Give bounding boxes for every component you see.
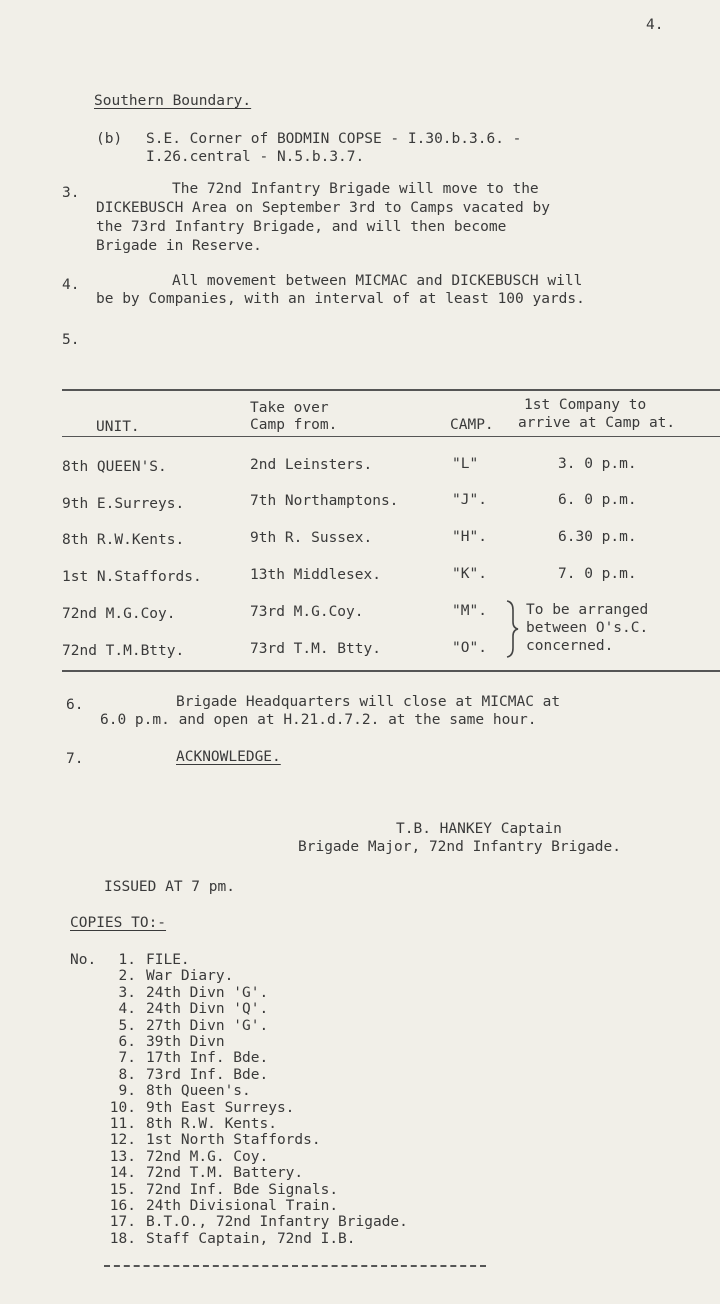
copy-recipient: War Diary.: [146, 968, 234, 985]
para-6-line: Brigade Headquarters will close at MICMAC at: [176, 694, 561, 710]
para-3-line: the 73rd Infantry Brigade, and will then become: [96, 219, 507, 235]
arrangement-note: between O's.C.: [526, 620, 649, 636]
copy-number: 1.: [118, 952, 136, 968]
copy-recipient: 17th Inf. Bde.: [146, 1050, 269, 1067]
para-4-number: 4.: [62, 277, 80, 293]
southern-boundary-heading: Southern Boundary.: [94, 93, 252, 109]
table-cell-from: 73rd M.G.Coy.: [250, 604, 364, 620]
page-number: 4.: [646, 17, 664, 33]
para-7-number: 7.: [66, 751, 84, 767]
copy-number: 8.: [118, 1066, 136, 1083]
table-cell-unit: 8th R.W.Kents.: [62, 532, 185, 548]
para-4-line: be by Companies, with an interval of at least 100 yards.: [96, 291, 585, 307]
signature-name: T.B. HANKEY Captain: [396, 821, 562, 837]
copy-number: 7.: [118, 1050, 136, 1067]
para-3-number: 3.: [62, 185, 80, 201]
copy-number: 17.: [109, 1214, 136, 1231]
arrangement-note: concerned.: [526, 638, 614, 654]
header-unit: UNIT.: [96, 419, 140, 435]
table-cell-unit: 8th QUEEN'S.: [62, 459, 167, 475]
table-cell-from: 13th Middlesex.: [250, 567, 381, 583]
copy-recipient: 27th Divn 'G'.: [146, 1017, 269, 1034]
closing-dashed-rule: [104, 1265, 486, 1267]
header-camp: CAMP.: [450, 417, 494, 433]
table-top-rule: [62, 389, 720, 391]
copy-recipient: 8th R.W. Kents.: [146, 1116, 277, 1132]
copy-number: 14.: [109, 1165, 136, 1182]
table-cell-camp: "H".: [452, 529, 487, 545]
copy-recipient: 72nd Inf. Bde Signals.: [146, 1181, 339, 1198]
table-header-rule: [62, 436, 720, 437]
table-cell-camp: "J".: [452, 492, 487, 508]
table-cell-from: 2nd Leinsters.: [250, 457, 373, 473]
table-cell-time: 6.30 p.m.: [558, 529, 637, 545]
table-cell-unit: 9th E.Surreys.: [62, 496, 185, 512]
copy-recipient: 24th Divisional Train.: [146, 1198, 339, 1214]
table-cell-camp: "M".: [452, 603, 487, 619]
copy-number: 3.: [118, 984, 136, 1001]
header-first-company: 1st Company to: [524, 397, 647, 413]
copy-number: 12.: [109, 1132, 136, 1149]
para-6-number: 6.: [66, 697, 84, 713]
copies-prefix: No.: [70, 952, 97, 968]
copies-heading: COPIES TO:-: [70, 915, 167, 931]
copy-number: 16.: [109, 1198, 136, 1214]
copy-recipient: 1st North Staffords.: [146, 1132, 321, 1149]
header-camp-from: Camp from.: [250, 417, 338, 433]
table-cell-from: 73rd T.M. Btty.: [250, 641, 381, 657]
copy-recipient: 73rd Inf. Bde.: [146, 1066, 269, 1083]
copy-number: 11.: [109, 1116, 136, 1132]
copy-number: 13.: [109, 1148, 136, 1165]
copy-recipient: Staff Captain, 72nd I.B.: [146, 1230, 356, 1247]
item-b-label: (b): [96, 131, 123, 147]
boundary-line-2: I.26.central - N.5.b.3.7.: [146, 149, 365, 165]
copy-recipient: 24th Divn 'G'.: [146, 984, 269, 1001]
copy-recipient: B.T.O., 72nd Infantry Brigade.: [146, 1214, 408, 1231]
header-take-over: Take over: [250, 400, 329, 416]
copy-recipient: 72nd M.G. Coy.: [146, 1148, 269, 1165]
table-cell-unit: 1st N.Staffords.: [62, 569, 202, 585]
table-cell-time: 7. 0 p.m.: [558, 566, 637, 582]
brace-mark: [505, 600, 519, 658]
copy-recipient: 24th Divn 'Q'.: [146, 1001, 269, 1018]
para-5-number: 5.: [62, 332, 80, 348]
copy-recipient: FILE.: [146, 952, 190, 968]
table-cell-camp: "L": [452, 456, 479, 472]
copy-number: 18.: [109, 1230, 136, 1247]
copy-recipient: 9th East Surreys.: [146, 1099, 295, 1116]
acknowledge-text: ACKNOWLEDGE.: [176, 749, 281, 765]
copy-number: 6.: [118, 1034, 136, 1050]
table-cell-unit: 72nd M.G.Coy.: [62, 606, 176, 622]
boundary-line-1: S.E. Corner of BODMIN COPSE - I.30.b.3.6. -: [146, 131, 522, 147]
table-cell-camp: "K".: [452, 566, 487, 582]
signature-title: Brigade Major, 72nd Infantry Brigade.: [298, 839, 622, 855]
copy-recipient: 8th Queen's.: [146, 1083, 251, 1100]
issued-at: ISSUED AT 7 pm.: [104, 879, 235, 895]
table-cell-time: 6. 0 p.m.: [558, 492, 637, 508]
copy-recipient: 72nd T.M. Battery.: [146, 1165, 304, 1182]
table-cell-from: 9th R. Sussex.: [250, 530, 373, 546]
para-3-line: Brigade in Reserve.: [96, 238, 262, 254]
header-arrive: arrive at Camp at.: [518, 415, 676, 431]
copy-number: 9.: [118, 1083, 136, 1100]
copy-number: 15.: [109, 1181, 136, 1198]
para-6-line: 6.0 p.m. and open at H.21.d.7.2. at the same hour.: [100, 712, 537, 728]
copy-recipient: 39th Divn: [146, 1034, 225, 1050]
table-cell-from: 7th Northamptons.: [250, 493, 399, 509]
table-cell-camp: "O".: [452, 640, 487, 656]
table-bottom-rule: [62, 670, 720, 672]
copy-number: 4.: [118, 1001, 136, 1018]
table-cell-time: 3. 0 p.m.: [558, 456, 637, 472]
copy-number: 2.: [118, 968, 136, 985]
table-cell-unit: 72nd T.M.Btty.: [62, 643, 185, 659]
copy-number: 5.: [118, 1017, 136, 1034]
copy-number: 10.: [109, 1099, 136, 1116]
para-3-line: DICKEBUSCH Area on September 3rd to Camps vacated by: [96, 200, 550, 216]
para-4-line: All movement between MICMAC and DICKEBUSCH will: [172, 273, 583, 289]
para-3-line: The 72nd Infantry Brigade will move to the: [172, 181, 539, 197]
arrangement-note: To be arranged: [526, 602, 649, 618]
